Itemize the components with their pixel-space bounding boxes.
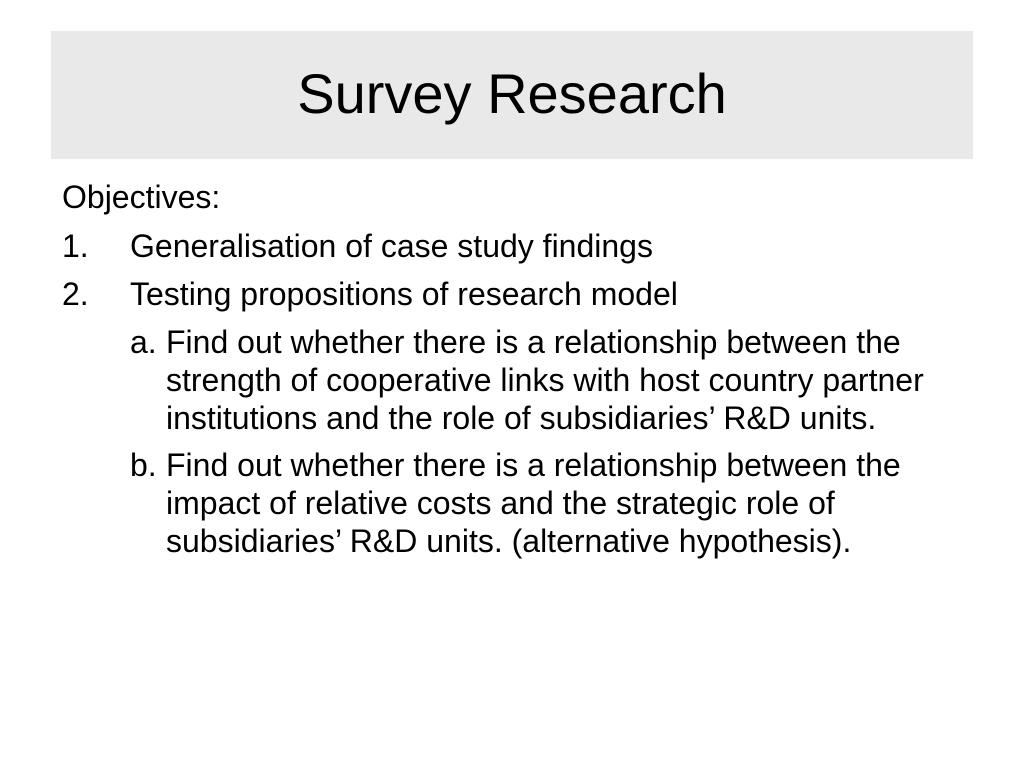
slide-title: Survey Research	[297, 62, 727, 125]
slide-body	[62, 178, 962, 569]
title-bar	[51, 31, 973, 159]
sub-objective-a	[62, 323, 962, 437]
sub-objective-b	[62, 446, 962, 560]
objective-item-1	[62, 227, 962, 265]
subitem-letter: a.	[130, 324, 157, 360]
item-number: 1.	[62, 228, 89, 264]
subitem-text: Find out whether there is a relationship between the impact of relative costs and the strategic role of subsidiaries’ R&D units. (alternative hypothesis).	[166, 447, 901, 559]
item-text: Testing propositions of research model	[130, 276, 678, 312]
subitem-letter: b.	[130, 447, 157, 483]
objectives-heading: Objectives:	[62, 179, 221, 215]
item-number: 2.	[62, 276, 89, 312]
item-text: Generalisation of case study findings	[130, 228, 653, 264]
subitem-text: Find out whether there is a relationship between the strength of cooperative links with host country partner institutions and the role of subsidiaries’ R&D units.	[166, 324, 924, 436]
objective-item-2	[62, 275, 962, 313]
